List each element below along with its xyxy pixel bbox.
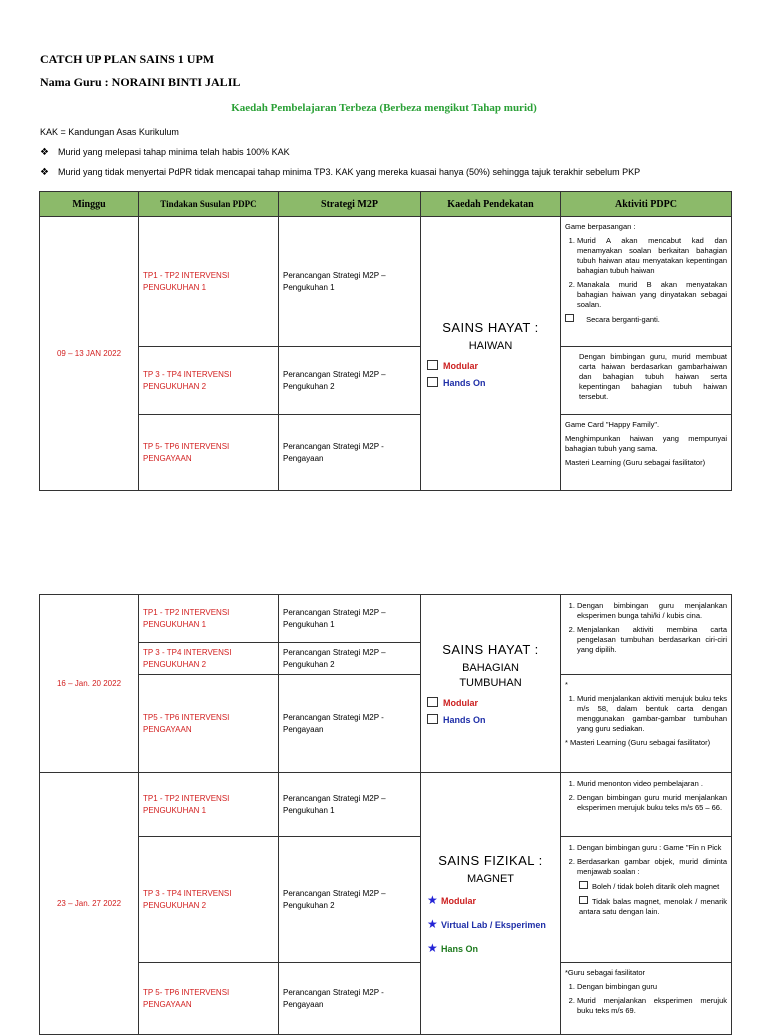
strategi-cell: Perancangan Strategi M2P - Pengayaan — [279, 675, 421, 773]
aktiviti-cell: Game Card "Happy Family". Menghimpunkan haiwan yang mempunyai bahagian tubuh yang sama. Masteri Learning (Guru sebagai fasilitator) — [561, 415, 732, 491]
tindakan-cell: TP5 - TP6 INTERVENSI PENGAYAAN — [139, 675, 279, 773]
tindakan-cell: TP1 - TP2 INTERVENSI PENGUKUHAN 1 — [139, 595, 279, 643]
topic-title: SAINS FIZIKAL : — [438, 852, 543, 868]
col-aktiviti: Aktiviti PDPC — [561, 192, 732, 217]
plan-table-week2-3 — [39, 594, 732, 1035]
tindakan-cell: TP 5- TP6 INTERVENSI PENGAYAAN — [139, 415, 279, 491]
table-row — [40, 837, 732, 963]
aktiviti-cell: Dengan bimbingan guru, murid membuat carta haiwan berdasarkan gambarhaiwan dan bahagian tubuh haiwan serta kepentingan bahagian tubuh haiwan tersebut. — [561, 347, 732, 415]
table-row — [40, 675, 732, 773]
tindakan-cell: TP1 - TP2 INTERVENSI PENGUKUHAN 1 — [139, 217, 279, 347]
aktiviti-cell — [561, 595, 732, 675]
approach-option: ★ Modular — [427, 892, 476, 907]
kak-definition: KAK = Kandungan Asas Kurikulum — [40, 127, 179, 137]
tindakan-cell: TP 3 - TP4 INTERVENSI PENGUKUHAN 2 — [139, 837, 279, 963]
aktiviti-cell — [561, 773, 732, 837]
strategi-cell: Perancangan Strategi M2P - Pengayaan — [279, 415, 421, 491]
checkbox-icon — [579, 881, 588, 889]
strategi-cell: Perancangan Strategi M2P – Pengukuhan 2 — [279, 347, 421, 415]
list-item: 1. Murid A akan mencabut kad dan menamyakan soalan berkaitan bahagian tubuh haiwan atau menyatakan kepentingan bahagian tubuh haiwan — [577, 236, 727, 276]
teacher-name: Nama Guru : NORAINI BINTI JALIL — [40, 75, 241, 89]
checkbox-icon — [427, 697, 438, 707]
list-item: 2. Menjalankan aktiviti membina carta pengelasan tumbuhan berdasarkan ciri-ciri yang dipilih. — [577, 625, 727, 655]
topic-subtitle: TUMBUHAN — [459, 677, 522, 689]
strategi-cell: Perancangan Strategi M2P – Pengukuhan 1 — [279, 595, 421, 643]
check-item: Boleh / tidak boleh ditarik oleh magnet — [565, 881, 727, 892]
aktiviti-cell: * 1. Murid menjalankan aktiviti merujuk buku teks m/s 58, dalam bentuk carta dengan menggunakan gambar-gambar tumbuhan yang guru sediakan. * Masteri Learning (Guru sebagai fasilitator) — [561, 675, 732, 773]
checkbox-icon — [579, 896, 588, 904]
table-row — [40, 595, 732, 643]
aktiviti-cell: Game berpasangan : 1. Murid A akan mencabut kad dan menamyakan soalan berkaitan bahagian tubuh haiwan atau menyatakan kepentingan bahagian tubuh haiwan 2. Manakala murid B akan menyatakan bahagian haiwan yang dinyatakan sebagai soalan. Secara berganti-ganti. — [561, 217, 732, 347]
col-kaedah: Kaedah Pendekatan — [421, 192, 561, 217]
list-item: 1. Murid menonton video pembelajaran . — [577, 779, 727, 789]
strategi-cell: Perancangan Strategi M2P – Pengukuhan 2 — [279, 643, 421, 675]
table-header-row — [40, 192, 732, 217]
checkbox-icon — [427, 360, 438, 370]
approach-option: ★ Hans On — [427, 940, 479, 955]
strategi-cell: Perancangan Strategi M2P - Pengayaan — [279, 963, 421, 1035]
star-icon: ★ — [427, 916, 438, 931]
list-item: 1. Dengan bimbingan guru menjalankan eksperimen bunga tahi/ki / kubis cina. — [577, 601, 727, 621]
col-strategi: Strategi M2P — [279, 192, 421, 217]
list-item: 1. Dengan bimbingan guru — [577, 982, 727, 992]
star-icon: ★ — [427, 940, 438, 955]
week-cell: 16 – Jan. 20 2022 — [40, 595, 139, 773]
table-row — [40, 773, 732, 837]
table-row — [40, 347, 732, 415]
aktiviti-cell — [561, 837, 732, 963]
checkbox-icon — [565, 314, 574, 322]
col-tindakan: Tindakan Susulan PDPC — [139, 192, 279, 217]
approach-option: Hands On — [427, 377, 554, 388]
topic-title: SAINS HAYAT : — [442, 642, 539, 657]
list-item: 2. Berdasarkan gambar objek, murid diminta menjawab soalan : — [577, 857, 727, 877]
tindakan-cell: TP1 - TP2 INTERVENSI PENGUKUHAN 1 — [139, 773, 279, 837]
tindakan-cell: TP 3 - TP4 INTERVENSI PENGUKUHAN 2 — [139, 643, 279, 675]
kaedah-cell — [421, 595, 561, 773]
diamond-bullet-icon: ❖ — [40, 147, 49, 158]
approach-option: Hands On — [427, 714, 554, 725]
tindakan-cell: TP 3 - TP4 INTERVENSI PENGUKUHAN 2 — [139, 347, 279, 415]
list-item: 1. Murid menjalankan aktiviti merujuk buku teks m/s 58, dalam bentuk carta dengan menggunakan gambar-gambar tumbuhan yang guru sediakan. — [577, 694, 727, 734]
week-cell: 09 – 13 JAN 2022 — [40, 217, 139, 491]
list-item: 2. Murid menjalankan eksperimen merujuk buku teks m/s 69. — [577, 996, 727, 1016]
document-title: CATCH UP PLAN SAINS 1 UPM — [40, 52, 215, 66]
list-item: 2. Dengan bimbingan guru murid menjalankan eksperimen merujuk buku teks m/s 65 – 66. — [577, 793, 727, 813]
note: Secara berganti-ganti. — [565, 314, 727, 325]
checkbox-icon — [427, 714, 438, 724]
check-item: Tidak balas magnet, menolak / menarik antara satu dengan lain. — [579, 897, 727, 916]
bullet-item: ❖ Murid yang tidak menyertai PdPR tidak mencapai tahap minima TP3. KAK yang mereka kuasai hanya (50%) sehingga tajuk terakhir sebelum PKP — [40, 167, 641, 178]
approach-option: Modular — [427, 360, 554, 371]
kaedah-cell — [421, 773, 561, 1035]
bullet-item: ❖ Murid yang melepasi tahap minima telah habis 100% KAK — [40, 147, 290, 158]
aktiviti-cell: *Guru sebagai fasilitator 1. Dengan bimbingan guru 2. Murid menjalankan eksperimen merujuk buku teks m/s 69. — [561, 963, 732, 1035]
strategi-cell: Perancangan Strategi M2P – Pengukuhan 2 — [279, 837, 421, 963]
approach-option: ★ Virtual Lab / Eksperimen — [427, 916, 546, 931]
topic-subtitle: MAGNET — [466, 872, 515, 885]
list-item: 1. Dengan bimbingan guru : Game "Fin n Pick — [577, 843, 727, 853]
star-icon: ★ — [427, 892, 438, 907]
strategi-cell: Perancangan Strategi M2P – Pengukuhan 1 — [279, 773, 421, 837]
strategi-cell: Perancangan Strategi M2P – Pengukuhan 1 — [279, 217, 421, 347]
week-cell: 23 – Jan. 27 2022 — [40, 773, 139, 1035]
approach-option: Modular — [427, 697, 554, 708]
table-row — [40, 415, 732, 491]
plan-table-week1 — [39, 191, 732, 491]
topic-title: SAINS HAYAT : — [442, 319, 539, 335]
diamond-bullet-icon: ❖ — [40, 167, 49, 178]
method-heading: Kaedah Pembelajaran Terbeza (Berbeza mengikut Tahap murid) — [231, 102, 537, 114]
list-item: 2. Manakala murid B akan menyatakan bahagian haiwan yang dinyatakan sebagai soalan. — [577, 280, 727, 310]
table-row — [40, 217, 732, 347]
tindakan-cell: TP 5- TP6 INTERVENSI PENGAYAAN — [139, 963, 279, 1035]
topic-subtitle: HAIWAN — [468, 339, 513, 352]
kaedah-cell — [421, 217, 561, 491]
checkbox-icon — [427, 377, 438, 387]
topic-subtitle: BAHAGIAN — [462, 662, 519, 674]
col-minggu: Minggu — [40, 192, 139, 217]
